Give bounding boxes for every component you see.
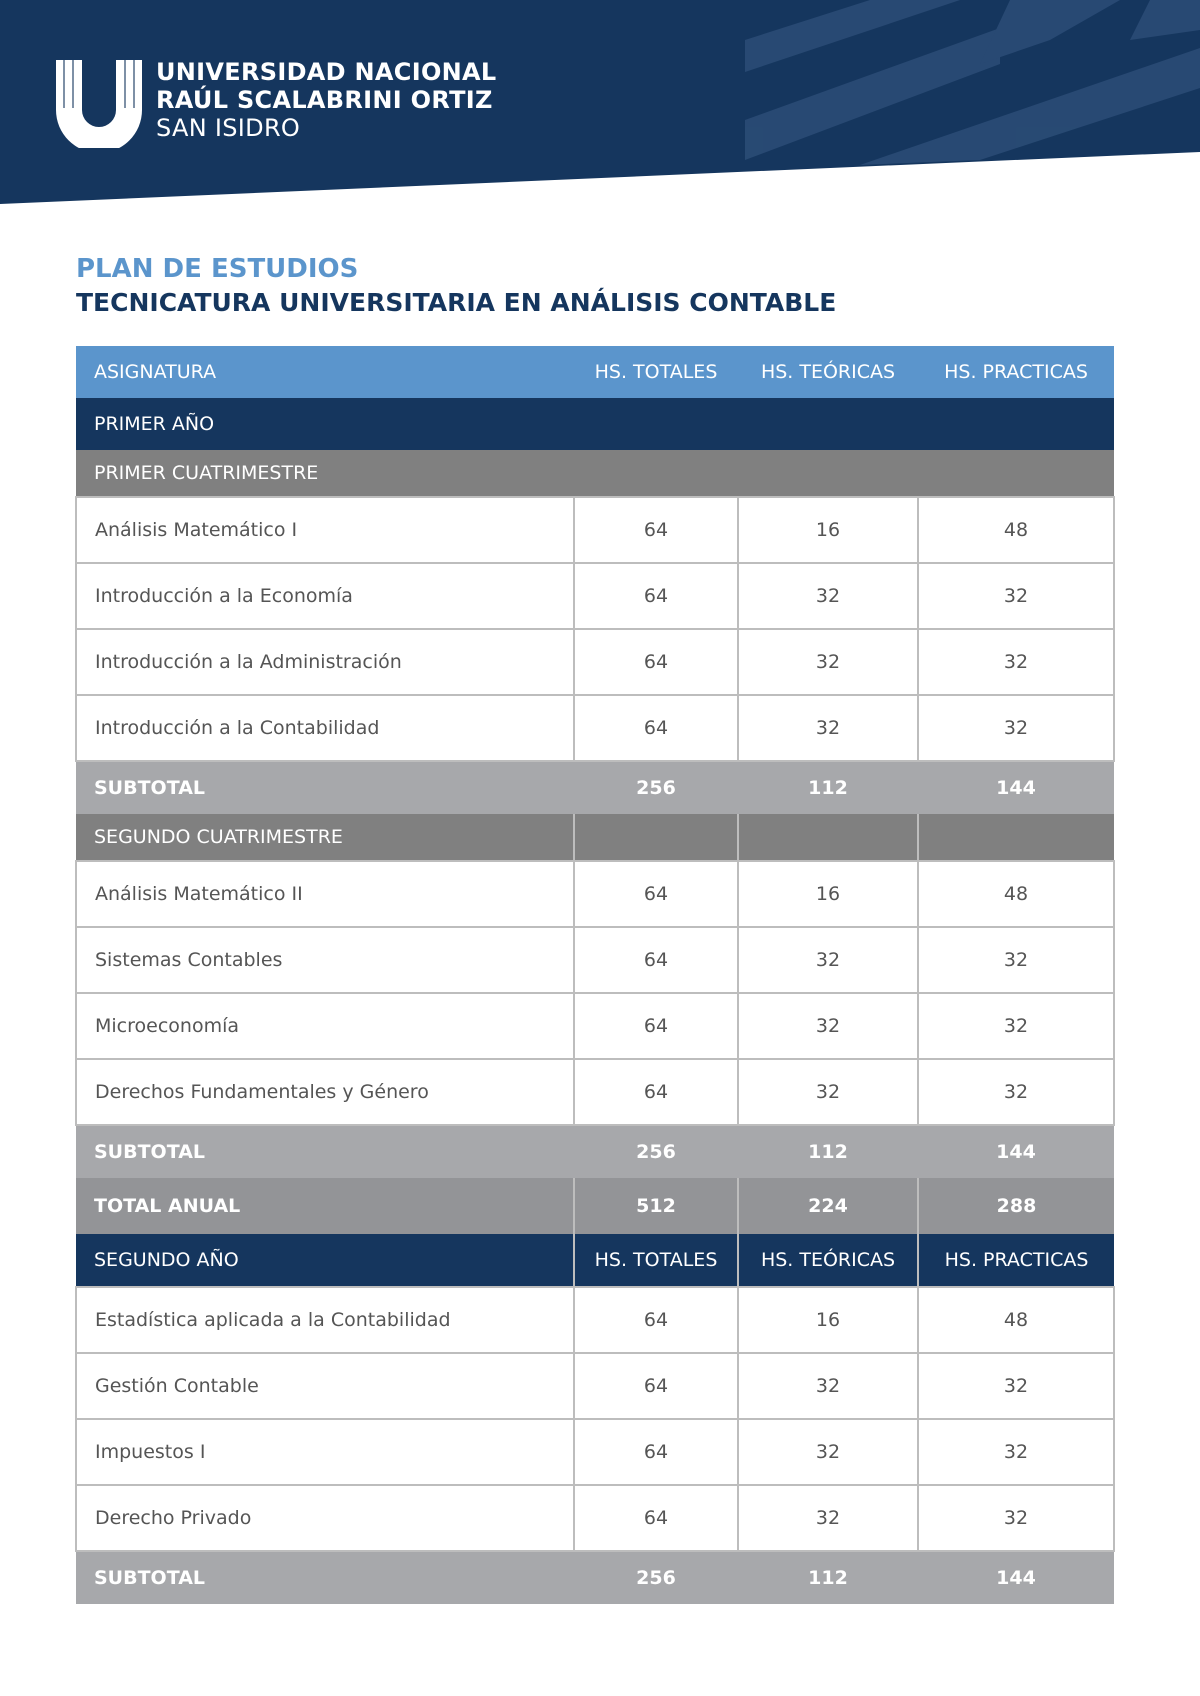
hours-total: 64 xyxy=(574,629,738,695)
hours-total: 64 xyxy=(574,1059,738,1125)
hours-practice: 48 xyxy=(918,1287,1114,1353)
subtotal-theory: 112 xyxy=(738,761,918,814)
hours-total: 64 xyxy=(574,861,738,927)
hours-theory: 32 xyxy=(738,695,918,761)
subtotal-row xyxy=(76,761,1114,814)
year-row-second xyxy=(76,1234,1114,1287)
year-row-first xyxy=(76,398,1114,450)
subject-name: Impuestos I xyxy=(76,1419,574,1485)
subject-name: Estadística aplicada a la Contabilidad xyxy=(76,1287,574,1353)
hours-total: 64 xyxy=(574,695,738,761)
hours-practice: 32 xyxy=(918,993,1114,1059)
subtotal-total: 256 xyxy=(574,761,738,814)
university-brand xyxy=(54,58,497,148)
header-hs-totales: HS. TOTALES xyxy=(574,346,738,398)
term-empty-cell xyxy=(918,814,1114,861)
document-titles xyxy=(76,252,836,320)
university-logo-icon xyxy=(54,58,144,148)
subject-name: Introducción a la Economía xyxy=(76,563,574,629)
header-hs-practicas: HS. PRACTICAS xyxy=(918,346,1114,398)
subject-name: Derechos Fundamentales y Género xyxy=(76,1059,574,1125)
term-row-second xyxy=(76,814,1114,861)
total-practice: 288 xyxy=(918,1178,1114,1234)
document-title: TECNICATURA UNIVERSITARIA EN ANÁLISIS CONTABLE xyxy=(76,288,837,317)
subtotal-row xyxy=(76,1125,1114,1178)
subtotal-theory: 112 xyxy=(738,1125,918,1178)
subtotal-practice: 144 xyxy=(918,1551,1114,1604)
table-row xyxy=(76,1485,1114,1551)
hours-practice: 32 xyxy=(918,1059,1114,1125)
subtotal-practice: 144 xyxy=(918,761,1114,814)
hours-total: 64 xyxy=(574,1419,738,1485)
table-row xyxy=(76,1059,1114,1125)
subject-name: Análisis Matemático II xyxy=(76,861,574,927)
term-empty-cell xyxy=(738,814,918,861)
hours-practice: 32 xyxy=(918,695,1114,761)
hours-practice: 32 xyxy=(918,563,1114,629)
hours-practice: 48 xyxy=(918,497,1114,563)
year-header-hs-teoricas: HS. TEÓRICAS xyxy=(738,1234,918,1287)
table-row xyxy=(76,861,1114,927)
table-header-row xyxy=(76,346,1114,398)
hours-total: 64 xyxy=(574,1353,738,1419)
subtotal-practice: 144 xyxy=(918,1125,1114,1178)
hours-practice: 32 xyxy=(918,927,1114,993)
header-hs-teoricas: HS. TEÓRICAS xyxy=(738,346,918,398)
table-row xyxy=(76,927,1114,993)
term-label: PRIMER CUATRIMESTRE xyxy=(76,450,1114,497)
hours-practice: 32 xyxy=(918,1353,1114,1419)
subtotal-label: SUBTOTAL xyxy=(76,1551,574,1604)
hours-theory: 32 xyxy=(738,1485,918,1551)
term-empty-cell xyxy=(574,814,738,861)
hours-theory: 16 xyxy=(738,497,918,563)
subtotal-label: SUBTOTAL xyxy=(76,1125,574,1178)
year-label: PRIMER AÑO xyxy=(76,398,1114,450)
table-row xyxy=(76,993,1114,1059)
hours-total: 64 xyxy=(574,927,738,993)
year-header-hs-practicas: HS. PRACTICAS xyxy=(918,1234,1114,1287)
table-row xyxy=(76,629,1114,695)
total-hours: 512 xyxy=(574,1178,738,1234)
study-plan-table xyxy=(75,346,1115,1604)
hours-total: 64 xyxy=(574,1485,738,1551)
hours-theory: 32 xyxy=(738,927,918,993)
subject-name: Microeconomía xyxy=(76,993,574,1059)
hours-theory: 32 xyxy=(738,1353,918,1419)
total-label: TOTAL ANUAL xyxy=(76,1178,574,1234)
hours-theory: 32 xyxy=(738,1419,918,1485)
term-label: SEGUNDO CUATRIMESTRE xyxy=(76,814,574,861)
hours-total: 64 xyxy=(574,563,738,629)
subtotal-label: SUBTOTAL xyxy=(76,761,574,814)
total-theory: 224 xyxy=(738,1178,918,1234)
hours-theory: 16 xyxy=(738,1287,918,1353)
brand-line-3: SAN ISIDRO xyxy=(156,114,301,142)
table-row xyxy=(76,497,1114,563)
subtotal-total: 256 xyxy=(574,1125,738,1178)
hours-theory: 32 xyxy=(738,629,918,695)
hours-practice: 32 xyxy=(918,1419,1114,1485)
brand-line-2: RAÚL SCALABRINI ORTIZ xyxy=(156,86,493,114)
document-subtitle: PLAN DE ESTUDIOS xyxy=(76,254,359,284)
table-row xyxy=(76,1287,1114,1353)
subtotal-row xyxy=(76,1551,1114,1604)
hours-theory: 32 xyxy=(738,993,918,1059)
hours-practice: 32 xyxy=(918,629,1114,695)
subject-name: Derecho Privado xyxy=(76,1485,574,1551)
hours-practice: 48 xyxy=(918,861,1114,927)
table-row xyxy=(76,1419,1114,1485)
annual-total-row xyxy=(76,1178,1114,1234)
subtotal-theory: 112 xyxy=(738,1551,918,1604)
header-asignatura: ASIGNATURA xyxy=(76,346,574,398)
subject-name: Sistemas Contables xyxy=(76,927,574,993)
brand-line-1: UNIVERSIDAD NACIONAL xyxy=(156,58,497,86)
hours-theory: 32 xyxy=(738,1059,918,1125)
hours-theory: 32 xyxy=(738,563,918,629)
subject-name: Gestión Contable xyxy=(76,1353,574,1419)
hours-practice: 32 xyxy=(918,1485,1114,1551)
term-row-first xyxy=(76,450,1114,497)
table-row xyxy=(76,695,1114,761)
subject-name: Introducción a la Administración xyxy=(76,629,574,695)
hours-total: 64 xyxy=(574,497,738,563)
table-row xyxy=(76,1353,1114,1419)
year-label: SEGUNDO AÑO xyxy=(76,1234,574,1287)
subject-name: Introducción a la Contabilidad xyxy=(76,695,574,761)
subtotal-total: 256 xyxy=(574,1551,738,1604)
hours-total: 64 xyxy=(574,1287,738,1353)
year-header-hs-totales: HS. TOTALES xyxy=(574,1234,738,1287)
subject-name: Análisis Matemático I xyxy=(76,497,574,563)
hours-theory: 16 xyxy=(738,861,918,927)
hours-total: 64 xyxy=(574,993,738,1059)
table-row xyxy=(76,563,1114,629)
